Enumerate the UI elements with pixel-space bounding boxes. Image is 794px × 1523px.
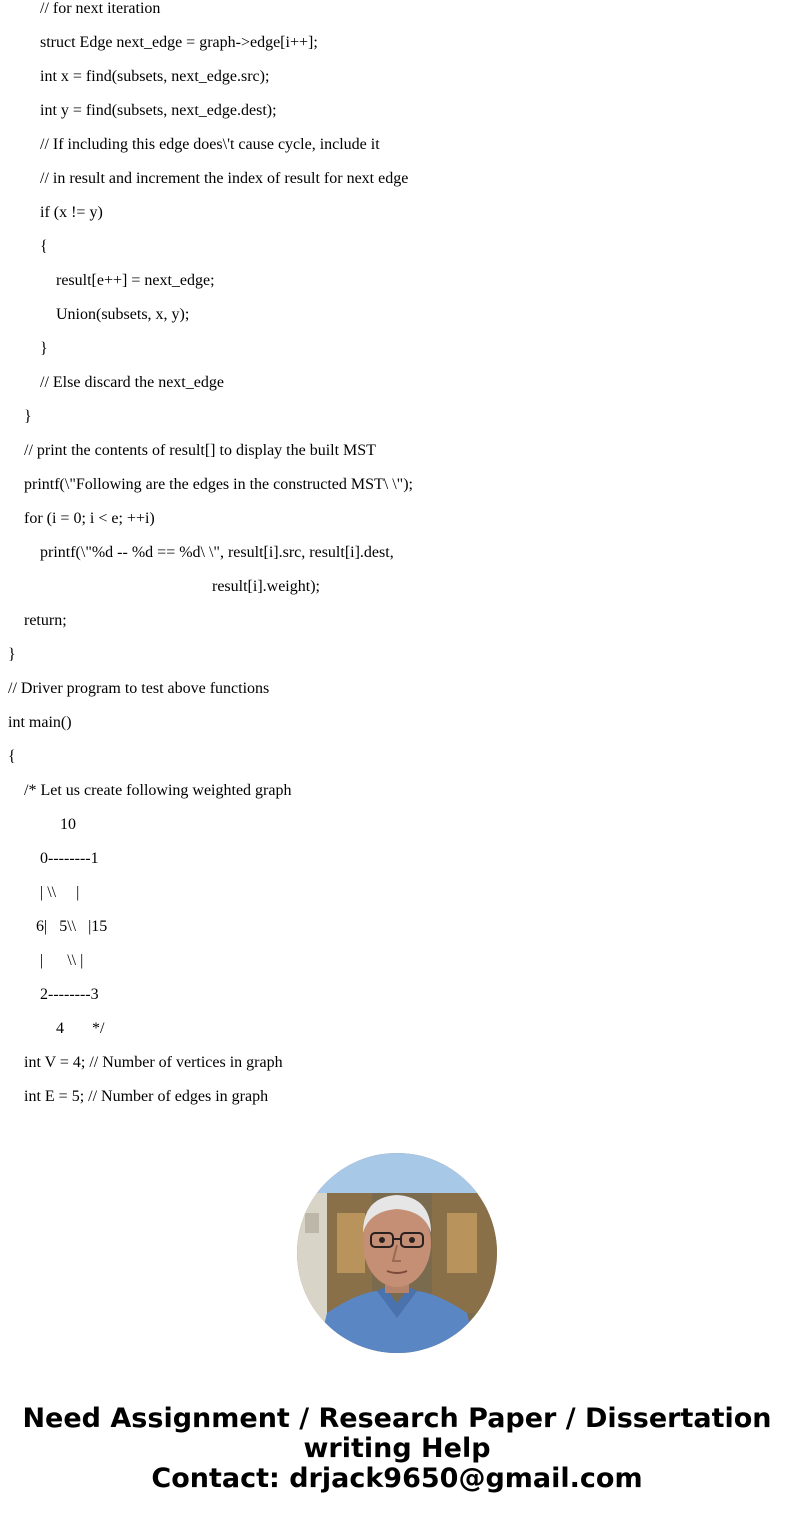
code-line: int main()	[8, 714, 72, 731]
code-line: }	[8, 408, 32, 425]
code-line: printf(\"Following are the edges in the constructed MST\ \");	[8, 476, 413, 493]
code-line: | \\ |	[8, 884, 80, 901]
code-line: {	[8, 748, 16, 765]
code-line: int x = find(subsets, next_edge.src);	[8, 68, 270, 85]
code-line: // for next iteration	[8, 0, 161, 17]
code-line: {	[8, 238, 48, 255]
promo-heading-line1: Need Assignment / Research Paper / Dissertation	[22, 1403, 772, 1434]
code-line: }	[8, 646, 16, 663]
code-line: // Driver program to test above functions	[8, 680, 270, 697]
code-line: for (i = 0; i < e; ++i)	[8, 510, 155, 527]
code-line: Union(subsets, x, y);	[8, 306, 190, 323]
code-line: int V = 4; // Number of vertices in graph	[8, 1054, 283, 1071]
code-line: /* Let us create following weighted graph	[8, 782, 292, 799]
code-line: int E = 5; // Number of edges in graph	[8, 1088, 269, 1105]
code-line: }	[8, 340, 48, 357]
code-line: // If including this edge does\'t cause cycle, include it	[8, 136, 380, 153]
promo-contact-email: Contact: drjack9650@gmail.com	[151, 1463, 643, 1494]
code-line: 10	[8, 816, 76, 833]
code-line: int y = find(subsets, next_edge.dest);	[8, 102, 277, 119]
code-line: 6| 5\\ |15	[8, 918, 108, 935]
code-line: result[e++] = next_edge;	[8, 272, 215, 289]
code-line: result[i].weight);	[8, 578, 320, 595]
code-line: struct Edge next_edge = graph->edge[i++];	[8, 34, 318, 51]
code-line: // Else discard the next_edge	[8, 374, 224, 391]
code-line: // print the contents of result[] to display the built MST	[8, 442, 376, 459]
code-line: // in result and increment the index of result for next edge	[8, 170, 409, 187]
code-line: if (x != y)	[8, 204, 103, 221]
code-line: 2--------3	[8, 986, 99, 1003]
code-line: 4 */	[8, 1020, 105, 1037]
code-line: return;	[8, 612, 67, 629]
code-line: printf(\"%d -- %d == %d\ \", result[i].src, result[i].dest,	[8, 544, 394, 561]
author-avatar	[297, 1153, 497, 1353]
code-line: 0--------1	[8, 850, 99, 867]
promo-heading-line2: writing Help	[303, 1433, 491, 1464]
code-line: | \\ |	[8, 952, 84, 969]
